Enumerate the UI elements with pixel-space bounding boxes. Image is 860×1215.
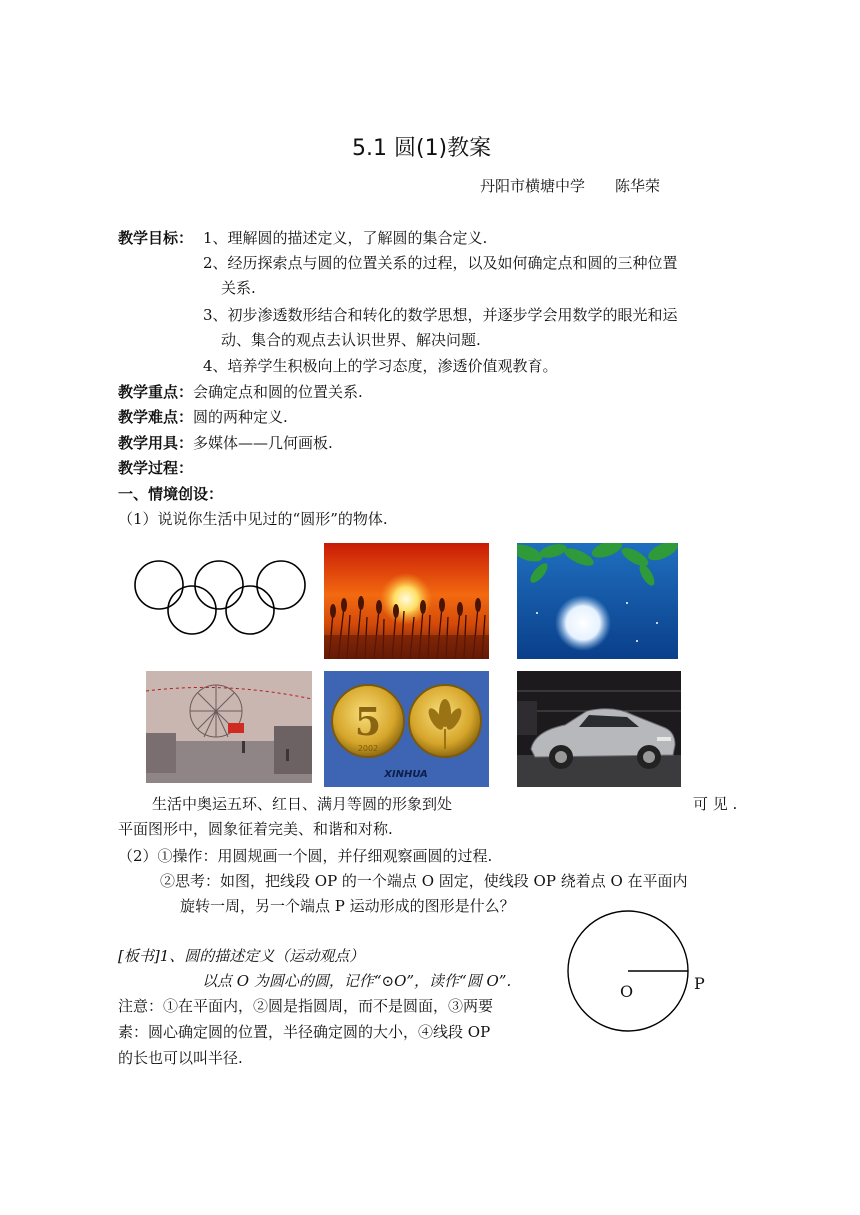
paragraph-1-a: 生活中奥运五环、红日、满月等圆的形象到处 xyxy=(152,795,453,813)
goal-item-2a: 2、经历探索点与圆的位置关系的过程，以及如何确定点和圆的三种位置 xyxy=(203,254,678,272)
tools-text: 多媒体——几何画板. xyxy=(193,434,333,452)
key-point-text: 会确定点和圆的位置关系. xyxy=(193,383,363,401)
board-note-definition: 以点 O 为圆心的圆，记作“⊙O”，读作“圆 O”. xyxy=(202,972,512,990)
goal-item-3a: 3、初步渗透数形结合和转化的数学思想，并逐步学会用数学的眼光和运 xyxy=(203,306,678,324)
coin-year: 2002 xyxy=(357,744,379,753)
question-2c: 旋转一周，另一个端点 P 运动形成的图形是什么？ xyxy=(180,897,515,915)
coin-number: 5 xyxy=(354,699,382,744)
note-line-1: 注意：①在平面内，②圆是指圆周，而不是圆面，③两要 xyxy=(118,997,494,1015)
key-point-line xyxy=(118,381,363,402)
goal-item-4: 4、培养学生积极向上的学习态度，渗透价值观教育。 xyxy=(203,357,558,375)
key-point-label: 教学重点： xyxy=(118,383,194,401)
tools-label: 教学用具： xyxy=(118,434,194,452)
paragraph-1-c: 平面图形中，圆象征着完美、和谐和对称. xyxy=(118,820,393,838)
question-2a: （2）①操作：用圆规画一个圆，并仔细观察画圆的过程. xyxy=(118,847,493,865)
question-1: （1）说说你生活中见过的“圆形”的物体. xyxy=(118,510,388,528)
goals-label: 教学目标： xyxy=(118,229,194,247)
page-title: 5.1 圆(1)教案 xyxy=(352,136,492,161)
coins-image xyxy=(324,671,489,787)
paragraph-1-b: 可 见 . xyxy=(693,795,738,813)
circle-op-figure xyxy=(560,905,720,1040)
goal-item-3b: 动、集合的观点去认识世界、解决问题. xyxy=(221,331,481,349)
label-p: P xyxy=(694,974,705,993)
note-line-3: 的长也可以叫半径. xyxy=(118,1049,243,1067)
sunset-image xyxy=(324,543,489,659)
full-moon-image xyxy=(517,543,678,659)
goal-item-1: 1、理解圆的描述定义，了解圆的集合定义. xyxy=(203,229,488,247)
board-note-heading: [板书]1、圆的描述定义（运动观点） xyxy=(118,947,365,965)
difficulty-line xyxy=(118,406,288,427)
question-2b: ②思考：如图，把线段 OP 的一个端点 O 固定，使线段 OP 绕着点 O 在平面内 xyxy=(160,872,688,890)
label-o: O xyxy=(620,982,634,1001)
difficulty-text: 圆的两种定义. xyxy=(193,408,288,426)
goal-item-2b: 关系. xyxy=(221,279,256,297)
section-heading-1: 一、情境创设： xyxy=(118,485,224,503)
ferris-wheel-image xyxy=(146,671,312,783)
difficulty-label: 教学难点： xyxy=(118,408,194,426)
coin-caption: XINHUA xyxy=(384,769,428,780)
tools-line xyxy=(118,432,333,453)
note-line-2: 素：圆心确定圆的位置，半径确定圆的大小，④线段 OP xyxy=(118,1023,491,1041)
olympic-rings-image xyxy=(130,555,310,640)
process-label: 教学过程： xyxy=(118,459,194,477)
author-line: 丹阳市横塘中学 陈华荣 xyxy=(480,177,661,195)
car-image xyxy=(517,671,681,787)
